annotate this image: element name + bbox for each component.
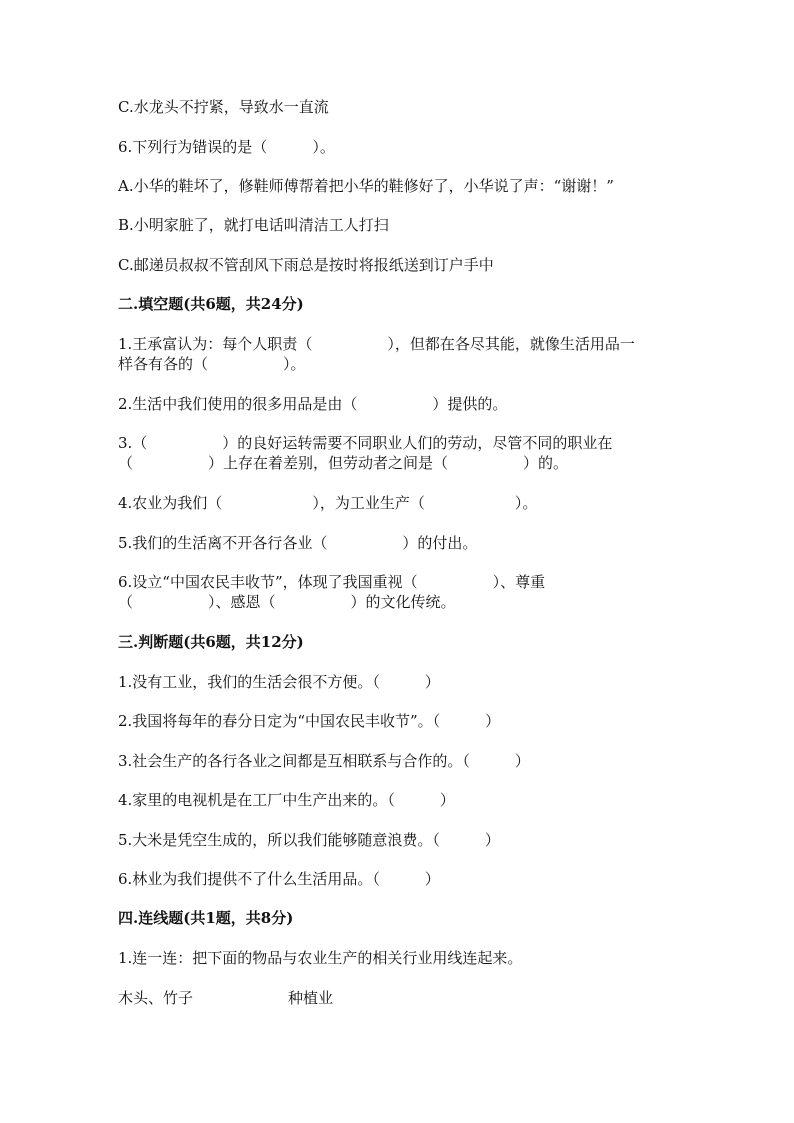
fill-q5: 5.我们的生活离不开各行各业（ ）的付出。 [118,534,478,552]
judge-q1: 1.没有工业，我们的生活会很不方便。（ ） [118,673,440,691]
match-right-item: 种植业 [288,989,334,1007]
judge-q3: 3.社会生产的各行各业之间都是互相联系与合作的。（ ） [118,752,530,770]
fill-q3-line1: 3.（ ）的良好运转需要不同职业人们的劳动，尽管不同的职业在 [118,434,613,452]
q6-option-c: C.邮递员叔叔不管刮风下雨总是按时将报纸送到订户手中 [118,256,494,274]
match-q1: 1.连一连：把下面的物品与农业生产的相关行业用线连起来。 [118,949,523,967]
judge-q6: 6.林业为我们提供不了什么生活用品。（ ） [118,870,440,888]
judge-q4: 4.家里的电视机是在工厂中生产出来的。（ ） [118,791,455,809]
section-heading-true-false: 三.判断题(共6题，共12分) [118,633,304,651]
q6-stem: 6.下列行为错误的是（ ）。 [118,138,335,156]
q5-option-c: C.水龙头不拧紧，导致水一直流 [118,98,329,116]
judge-q5: 5.大米是凭空生成的，所以我们能够随意浪费。（ ） [118,831,500,849]
fill-q6-line2: （ ）、感恩（ ）的文化传统。 [118,593,456,611]
judge-q2: 2.我国将每年的春分日定为“中国农民丰收节”。（ ） [118,712,501,730]
q6-option-a: A.小华的鞋坏了，修鞋师傅帮着把小华的鞋修好了，小华说了声：“谢谢！” [118,177,614,195]
fill-q3-line2: （ ）上存在着差别，但劳动者之间是（ ）的。 [118,454,569,472]
fill-q2: 2.生活中我们使用的很多用品是由（ ）提供的。 [118,395,508,413]
match-left-item: 木头、竹子 [118,989,194,1007]
fill-q1-line1: 1.王承富认为：每个人职责（ ），但都在各尽其能，就像生活用品一 [118,335,635,353]
fill-q4: 4.农业为我们（ ），为工业生产（ ）。 [118,494,538,512]
section-heading-fill-in: 二.填空题(共6题，共24分) [118,295,304,313]
section-heading-matching: 四.连线题(共1题，共8分) [118,909,294,927]
q6-option-b: B.小明家脏了，就打电话叫清洁工人打扫 [118,216,389,234]
fill-q6-line1: 6.设立“中国农民丰收节”，体现了我国重视（ ）、尊重 [118,573,546,591]
fill-q1-line2: 样各有各的（ ）。 [118,355,306,373]
